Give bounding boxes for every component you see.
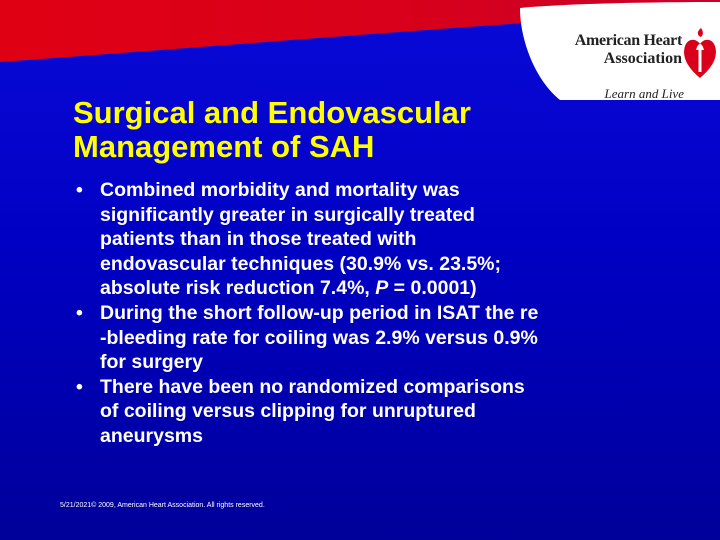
bullet-marker: •	[76, 301, 83, 324]
bullet-line: absolute risk reduction 7.4%,	[100, 277, 376, 300]
copyright-footer: 5/21/2021© 2009, American Heart Association. All rights reserved.	[60, 502, 265, 509]
bullet-list	[72, 178, 652, 449]
bullet-line: significantly greater in surgically treated	[100, 203, 475, 226]
logo-wordmark	[575, 32, 682, 68]
bullet-marker: •	[76, 375, 83, 398]
bullet-line: -bleeding rate for coiling was 2.9% versus 0.9%	[100, 326, 538, 349]
bullet-line: Combined morbidity and mortality was	[100, 179, 460, 201]
bullet-line: for surgery	[100, 351, 203, 374]
bullet-line: of coiling versus clipping for unruptured	[100, 400, 476, 423]
logo-line1: American Heart	[574, 32, 682, 49]
logo-line2: Association	[603, 50, 682, 67]
logo-tagline: Learn and Live	[604, 86, 684, 101]
heart-torch-icon	[682, 28, 718, 84]
bullet-item	[72, 301, 652, 375]
bullet-line: patients than in those treated with	[100, 228, 417, 251]
title-line-2: Management of SAH	[73, 129, 375, 164]
bullet-line: There have been no randomized comparisons	[100, 375, 525, 398]
p-value-label: P	[375, 277, 389, 300]
bullet-line: endovascular techniques (30.9% vs. 23.5%;	[100, 252, 502, 275]
bullet-marker: •	[76, 179, 83, 201]
bullet-line: During the short follow-up period in ISAT the re	[100, 301, 539, 324]
title-line-1: Surgical and Endovascular	[73, 95, 471, 130]
bullet-item	[72, 178, 652, 301]
bullet-line: aneurysms	[100, 424, 203, 447]
slide-title	[73, 96, 633, 164]
bullet-item	[72, 375, 652, 449]
aha-logo	[548, 14, 720, 101]
p-value-text: = 0.0001)	[388, 277, 477, 300]
